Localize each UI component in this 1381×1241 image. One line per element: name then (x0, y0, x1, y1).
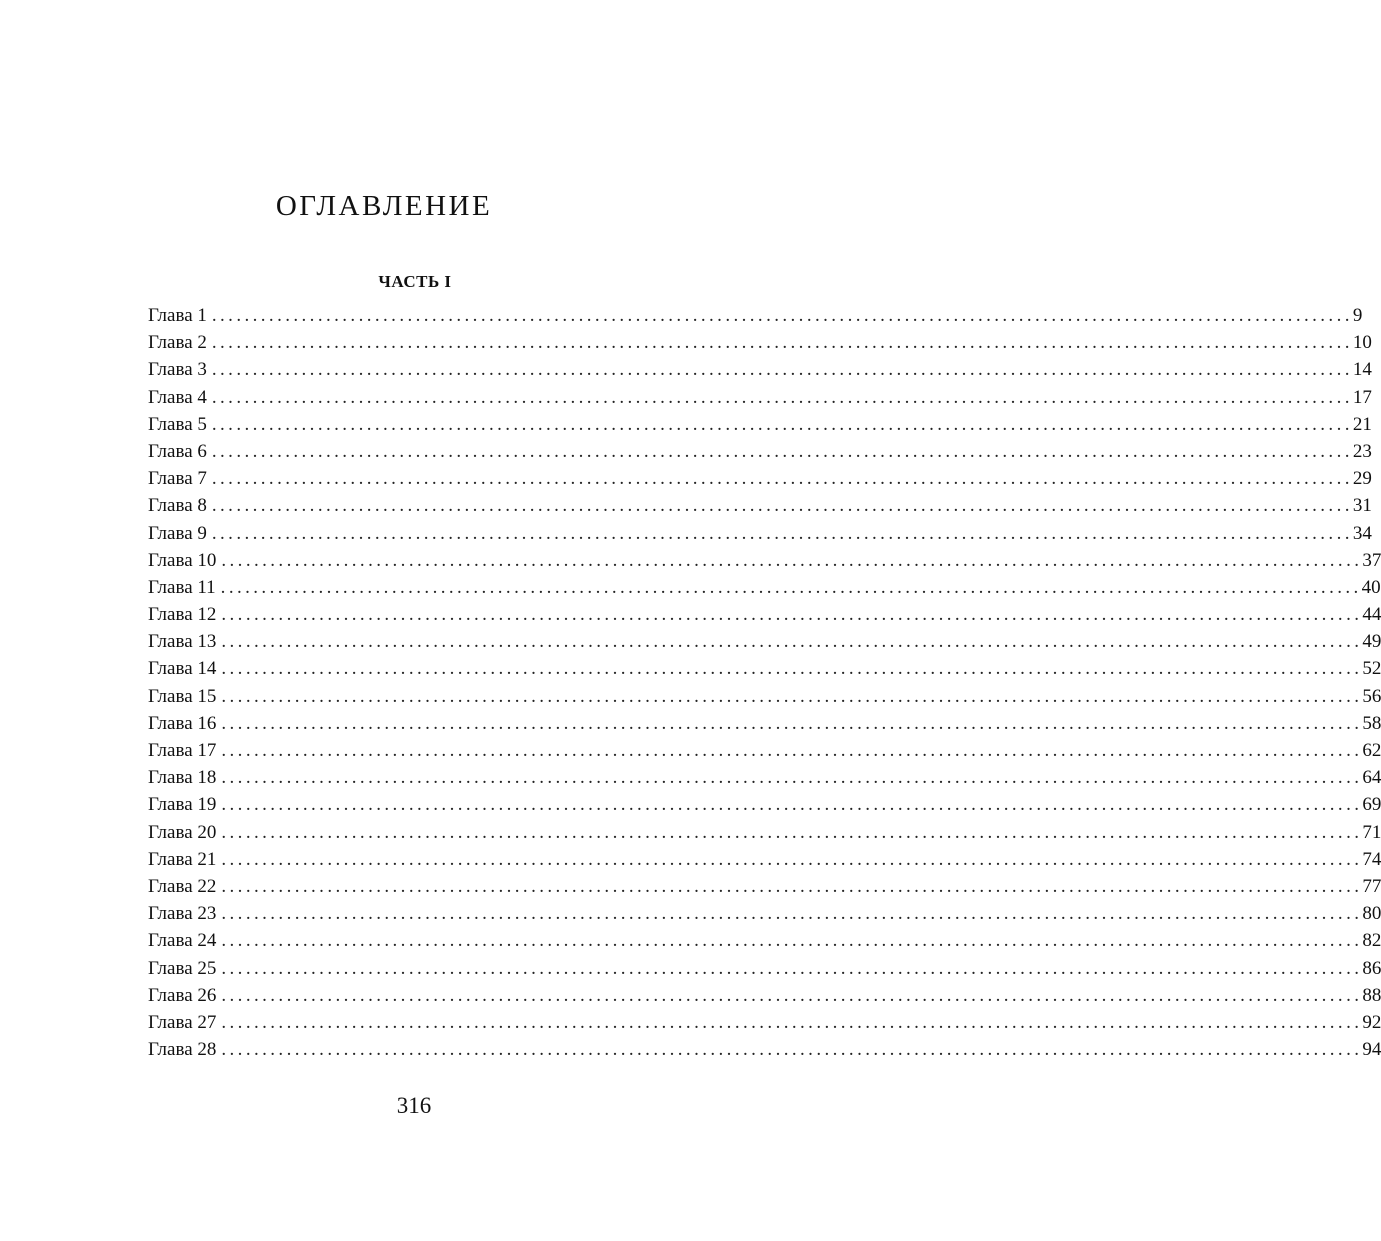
toc-entry-page: 40 (1361, 576, 1381, 598)
toc-entry-label: Глава 4 (148, 386, 207, 408)
toc-entry (148, 655, 1381, 682)
dot-leader: ............................................................................................................................................ (221, 549, 1363, 571)
toc-entry (148, 683, 1381, 710)
dot-leader: ............................................................................................................................................ (221, 984, 1363, 1006)
toc-entry (148, 737, 1381, 764)
toc-entry-label: Глава 27 (148, 1011, 217, 1033)
dot-leader: ............................................................................................................................................ (221, 712, 1363, 734)
toc-entry (148, 438, 1372, 465)
toc-entry-page: 74 (1362, 848, 1381, 870)
dot-leader: ............................................................................................................................................ (211, 386, 1353, 408)
toc-entry-page: 77 (1362, 875, 1381, 897)
toc-entry-label: Глава 11 (148, 576, 216, 598)
toc-entry-label: Глава 6 (148, 440, 207, 462)
dot-leader: ............................................................................................................................................ (221, 604, 1363, 626)
toc-entry-label: Глава 17 (148, 740, 217, 761)
toc-entry-label: Глава 23 (148, 903, 217, 925)
toc-entry-page: 69 (1362, 794, 1381, 816)
toc-entry (148, 356, 1372, 383)
dot-leader: ............................................................................................................................................ (221, 740, 1363, 761)
dot-leader: ............................................................................................................................................ (221, 930, 1363, 952)
dot-leader: ............................................................................................................................................ (221, 685, 1363, 707)
toc-entry-page: 52 (1362, 658, 1381, 680)
toc-entry-page: 49 (1362, 631, 1381, 653)
toc-entry (148, 900, 1381, 927)
toc-entry-label: Глава 18 (148, 767, 217, 789)
dot-leader: ............................................................................................................................................ (220, 576, 1362, 598)
toc-entry-label: Глава 3 (148, 359, 207, 381)
page-number: 316 (396, 1093, 432, 1118)
toc-entry-page: 44 (1362, 604, 1381, 626)
toc-entry-label: Глава 10 (148, 549, 217, 571)
dot-leader: ............................................................................................................................................ (221, 875, 1363, 897)
table-of-contents (148, 302, 1381, 1063)
page-title: ОГЛАВЛЕНИЕ (275, 190, 493, 222)
toc-entry (148, 955, 1381, 982)
toc-entry-page: 80 (1362, 903, 1381, 925)
toc-entry-label: Глава 2 (148, 332, 207, 354)
toc-entry (148, 791, 1381, 818)
toc-entry (148, 329, 1372, 356)
toc-entry (148, 302, 1363, 329)
toc-entry-label: Глава 13 (148, 631, 217, 653)
toc-entry-page: 21 (1352, 413, 1372, 435)
dot-leader: ............................................................................................................................................ (221, 767, 1363, 789)
toc-entry (148, 846, 1381, 873)
toc-entry-page: 92 (1362, 1011, 1381, 1033)
toc-entry (148, 547, 1381, 574)
toc-entry (148, 764, 1381, 791)
dot-leader: ............................................................................................................................................ (221, 631, 1363, 653)
toc-entry-page: 34 (1352, 522, 1372, 544)
toc-entry-label: Глава 25 (148, 957, 217, 979)
toc-entry-page: 56 (1362, 685, 1381, 707)
toc-entry (148, 1036, 1381, 1063)
toc-entry-label: Глава 12 (148, 604, 217, 626)
toc-entry (148, 1009, 1381, 1036)
toc-entry-page: 62 (1362, 740, 1381, 761)
toc-entry-page: 37 (1362, 549, 1381, 571)
toc-entry-page: 82 (1362, 930, 1381, 952)
dot-leader: ............................................................................................................................................ (211, 332, 1353, 354)
toc-entry-label: Глава 15 (148, 685, 217, 707)
toc-entry (148, 520, 1372, 547)
toc-entry (148, 710, 1381, 737)
toc-entry (148, 465, 1372, 492)
toc-entry-page: 88 (1362, 984, 1381, 1006)
toc-entry-page: 17 (1352, 386, 1372, 408)
toc-entry-page: 58 (1362, 712, 1381, 734)
dot-leader: ............................................................................................................................................ (211, 359, 1353, 381)
toc-entry-page: 29 (1352, 468, 1372, 490)
dot-leader: ............................................................................................................................................ (211, 305, 1353, 326)
toc-entry-page: 14 (1352, 359, 1372, 381)
toc-entry-label: Глава 8 (148, 495, 207, 517)
toc-entry (148, 411, 1372, 438)
toc-entry-label: Глава 7 (148, 468, 207, 490)
toc-entry-label: Глава 16 (148, 712, 217, 734)
toc-entry-label: Глава 14 (148, 658, 217, 680)
toc-entry (148, 492, 1372, 519)
dot-leader: ............................................................................................................................................ (221, 794, 1363, 816)
dot-leader: ............................................................................................................................................ (221, 848, 1363, 870)
toc-entry (148, 819, 1381, 846)
dot-leader: ............................................................................................................................................ (221, 903, 1363, 925)
toc-entry-label: Глава 20 (148, 821, 217, 843)
toc-entry-page: 31 (1352, 495, 1372, 517)
toc-entry-label: Глава 1 (148, 305, 207, 326)
toc-entry-label: Глава 24 (148, 930, 217, 952)
toc-entry-page: 86 (1362, 957, 1381, 979)
dot-leader: ............................................................................................................................................ (211, 440, 1353, 462)
dot-leader: ............................................................................................................................................ (221, 1039, 1363, 1061)
dot-leader: ............................................................................................................................................ (221, 1011, 1363, 1033)
toc-entry-page: 10 (1352, 332, 1372, 354)
toc-entry-page: 23 (1352, 440, 1372, 462)
toc-entry (148, 927, 1381, 954)
toc-entry (148, 384, 1372, 411)
toc-entry (148, 601, 1381, 628)
toc-entry-label: Глава 9 (148, 522, 207, 544)
toc-entry-page: 9 (1352, 305, 1363, 326)
dot-leader: ............................................................................................................................................ (211, 413, 1353, 435)
dot-leader: ............................................................................................................................................ (221, 957, 1363, 979)
dot-leader: ............................................................................................................................................ (211, 468, 1353, 490)
toc-entry (148, 873, 1381, 900)
dot-leader: ............................................................................................................................................ (221, 821, 1363, 843)
toc-entry-page: 64 (1362, 767, 1381, 789)
dot-leader: ............................................................................................................................................ (221, 658, 1363, 680)
toc-entry (148, 982, 1381, 1009)
toc-entry-label: Глава 21 (148, 848, 217, 870)
part-heading: ЧАСТЬ I (378, 272, 452, 291)
toc-entry-page: 94 (1362, 1039, 1381, 1061)
toc-entry (148, 628, 1381, 655)
toc-entry-label: Глава 22 (148, 875, 217, 897)
dot-leader: ............................................................................................................................................ (211, 522, 1353, 544)
dot-leader: ............................................................................................................................................ (211, 495, 1353, 517)
toc-entry-label: Глава 5 (148, 413, 207, 435)
toc-entry-label: Глава 26 (148, 984, 217, 1006)
toc-entry-page: 71 (1362, 821, 1381, 843)
toc-entry-label: Глава 28 (148, 1039, 217, 1061)
toc-entry-label: Глава 19 (148, 794, 217, 816)
toc-entry (148, 574, 1381, 601)
